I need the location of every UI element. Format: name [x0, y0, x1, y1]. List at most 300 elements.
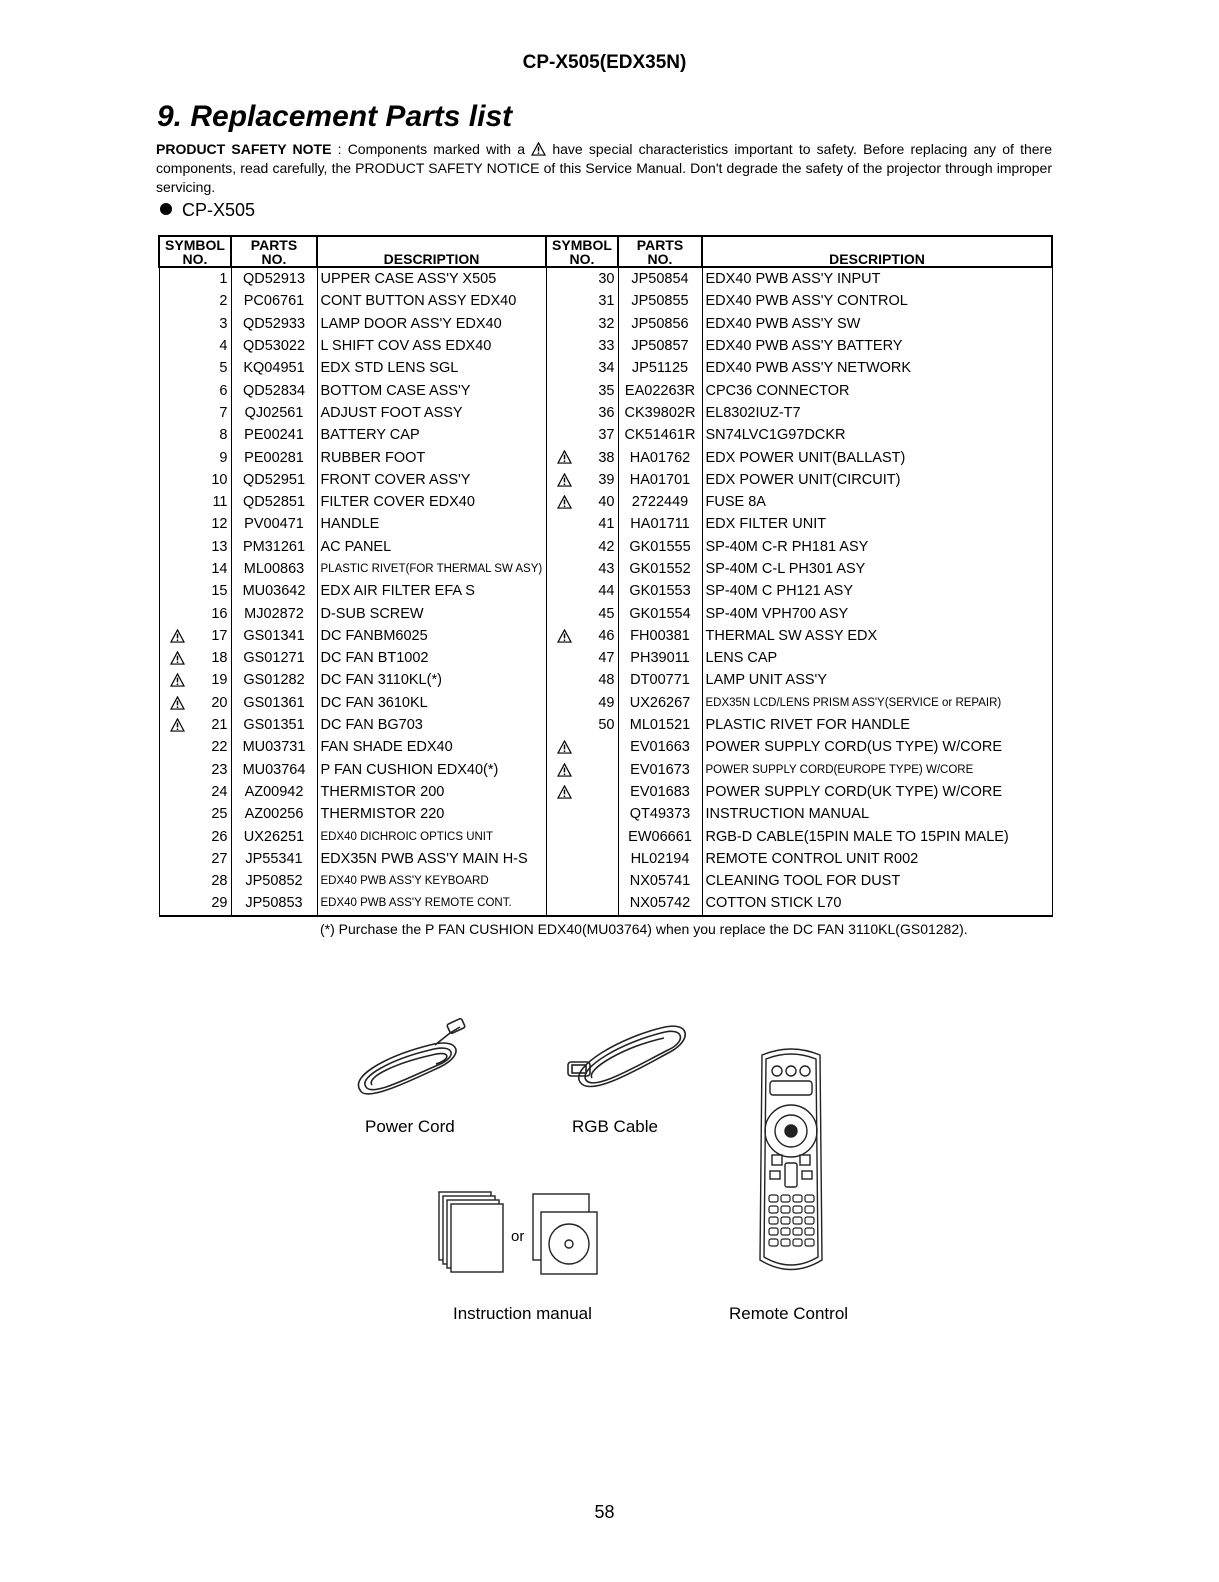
- part-description: EDX40 PWB ASS'Y SW: [702, 313, 1052, 335]
- table-row: [159, 469, 1052, 491]
- warning-icon: [531, 142, 546, 156]
- symbol-no: 41: [598, 516, 615, 533]
- remote-key: [805, 1239, 814, 1246]
- warning-icon: [557, 495, 572, 509]
- part-description: EDX35N PWB ASS'Y MAIN H-S: [317, 848, 546, 870]
- part-no: HA01701: [618, 469, 702, 491]
- symbol-cell: [159, 469, 231, 491]
- part-no: JP50852: [231, 870, 317, 892]
- table-row: [159, 736, 1052, 758]
- symbol-no: 33: [598, 338, 615, 355]
- part-description: POWER SUPPLY CORD(UK TYPE) W/CORE: [702, 781, 1052, 803]
- part-no: EA02263R: [618, 379, 702, 401]
- col-header-description: DESCRIPTION: [317, 236, 546, 267]
- part-description: DC FAN BT1002: [317, 647, 546, 669]
- remote-key: [769, 1228, 778, 1235]
- symbol-cell: [546, 602, 618, 624]
- remote-key: [781, 1217, 790, 1224]
- part-no: GK01553: [618, 580, 702, 602]
- part-description: PLASTIC RIVET(FOR THERMAL SW ASY): [317, 558, 546, 580]
- symbol-no: 31: [598, 293, 615, 310]
- symbol-no: 49: [598, 694, 615, 711]
- symbol-cell: [159, 267, 231, 290]
- part-description: EDX STD LENS SGL: [317, 357, 546, 379]
- remote-key: [781, 1239, 790, 1246]
- symbol-cell: [159, 379, 231, 401]
- part-description: EDX40 PWB ASS'Y INPUT: [702, 267, 1052, 290]
- symbol-no: 24: [211, 783, 228, 800]
- symbol-cell: [546, 313, 618, 335]
- symbol-no: 25: [211, 806, 228, 823]
- warning-icon: [170, 629, 185, 643]
- part-no: QD52851: [231, 491, 317, 513]
- col-header-symbol: SYMBOL NO.: [546, 236, 618, 267]
- table-row: [159, 424, 1052, 446]
- manual-or-label: or: [511, 1228, 525, 1245]
- page-number: 58: [594, 1502, 615, 1522]
- table-row: [159, 602, 1052, 624]
- part-description: EDX40 PWB ASS'Y KEYBOARD: [317, 870, 546, 892]
- symbol-cell: [546, 825, 618, 847]
- symbol-no: 35: [598, 382, 615, 399]
- part-description: UPPER CASE ASS'Y X505: [317, 267, 546, 290]
- safety-note: [156, 140, 1052, 197]
- table-row: [159, 536, 1052, 558]
- remote-key: [793, 1228, 802, 1235]
- symbol-no: 21: [211, 717, 228, 734]
- symbol-cell: [159, 402, 231, 424]
- table-row: [159, 402, 1052, 424]
- part-no: FH00381: [618, 625, 702, 647]
- symbol-cell: [159, 313, 231, 335]
- part-description: EL8302IUZ-T7: [702, 402, 1052, 424]
- part-no: PC06761: [231, 290, 317, 312]
- part-description: FAN SHADE EDX40: [317, 736, 546, 758]
- part-description: THERMISTOR 200: [317, 781, 546, 803]
- symbol-cell: [546, 759, 618, 781]
- part-no: GS01282: [231, 669, 317, 691]
- part-description: SP-40M C-L PH301 ASY: [702, 558, 1052, 580]
- part-no: EV01673: [618, 759, 702, 781]
- table-row: [159, 781, 1052, 803]
- symbol-no: 11: [212, 494, 228, 511]
- symbol-cell: [159, 692, 231, 714]
- part-no: JP50855: [618, 290, 702, 312]
- part-description: L SHIFT COV ASS EDX40: [317, 335, 546, 357]
- part-no: HL02194: [618, 848, 702, 870]
- symbol-cell: [546, 335, 618, 357]
- table-row: [159, 491, 1052, 513]
- part-description: DC FAN 3110KL(*): [317, 669, 546, 691]
- warning-icon: [557, 629, 572, 643]
- part-no: QD52933: [231, 313, 317, 335]
- symbol-no: 47: [598, 650, 615, 667]
- symbol-cell: [546, 357, 618, 379]
- symbol-cell: [159, 669, 231, 691]
- part-description: THERMISTOR 220: [317, 803, 546, 825]
- symbol-no: 38: [598, 449, 615, 466]
- symbol-no: 36: [598, 404, 615, 421]
- table-row: [159, 446, 1052, 468]
- part-no: DT00771: [618, 669, 702, 691]
- symbol-no: 7: [219, 404, 228, 421]
- symbol-no: 2: [219, 293, 228, 310]
- symbol-no: 9: [219, 449, 228, 466]
- symbol-no: 23: [211, 761, 228, 778]
- symbol-no: 20: [211, 694, 228, 711]
- symbol-no: 34: [598, 360, 615, 377]
- remote-key: [793, 1217, 802, 1224]
- symbol-cell: [159, 647, 231, 669]
- symbol-cell: [159, 736, 231, 758]
- part-description: HANDLE: [317, 513, 546, 535]
- remote-key: [805, 1228, 814, 1235]
- power-cord-illustration: [350, 1015, 475, 1105]
- part-no: QD53022: [231, 335, 317, 357]
- warning-icon: [170, 651, 185, 665]
- part-no: JP50853: [231, 892, 317, 915]
- part-description: EDX AIR FILTER EFA S: [317, 580, 546, 602]
- table-header-row: [159, 236, 1052, 267]
- part-description: AC PANEL: [317, 536, 546, 558]
- symbol-cell: [546, 848, 618, 870]
- part-description: EDX40 PWB ASS'Y BATTERY: [702, 335, 1052, 357]
- table-row: [159, 313, 1052, 335]
- symbol-cell: [546, 803, 618, 825]
- part-no: ML01521: [618, 714, 702, 736]
- table-row: [159, 803, 1052, 825]
- part-description: EDX40 PWB ASS'Y CONTROL: [702, 290, 1052, 312]
- symbol-cell: [546, 892, 618, 915]
- part-no: MJ02872: [231, 602, 317, 624]
- part-no: GS01271: [231, 647, 317, 669]
- part-no: GK01554: [618, 602, 702, 624]
- symbol-cell: [546, 669, 618, 691]
- part-no: QD52951: [231, 469, 317, 491]
- symbol-cell: [159, 848, 231, 870]
- remote-key: [805, 1206, 814, 1213]
- part-description: FUSE 8A: [702, 491, 1052, 513]
- parts-table: [158, 235, 1053, 917]
- part-description: EDX35N LCD/LENS PRISM ASS'Y(SERVICE or REPAIR): [702, 692, 1052, 714]
- part-description: INSTRUCTION MANUAL: [702, 803, 1052, 825]
- symbol-no: 13: [211, 538, 228, 555]
- part-description: DC FANBM6025: [317, 625, 546, 647]
- part-description: BOTTOM CASE ASS'Y: [317, 379, 546, 401]
- symbol-cell: [546, 469, 618, 491]
- part-description: DC FAN BG703: [317, 714, 546, 736]
- part-no: PE00241: [231, 424, 317, 446]
- symbol-cell: [159, 446, 231, 468]
- symbol-cell: [546, 491, 618, 513]
- symbol-cell: [546, 558, 618, 580]
- col-header-description: DESCRIPTION: [702, 236, 1052, 267]
- remote-key: [793, 1239, 802, 1246]
- symbol-cell: [159, 870, 231, 892]
- symbol-cell: [159, 536, 231, 558]
- symbol-cell: [546, 446, 618, 468]
- part-no: PE00281: [231, 446, 317, 468]
- table-row: [159, 625, 1052, 647]
- table-row: [159, 647, 1052, 669]
- part-description: CONT BUTTON ASSY EDX40: [317, 290, 546, 312]
- footnote: (*) Purchase the P FAN CUSHION EDX40(MU03764) when you replace the DC FAN 3110KL(GS01282).: [320, 921, 968, 937]
- table-row: [159, 558, 1052, 580]
- part-no: NX05741: [618, 870, 702, 892]
- table-row: [159, 513, 1052, 535]
- remote-key: [769, 1217, 778, 1224]
- bullet-icon: [160, 203, 172, 215]
- remote-key: [793, 1195, 802, 1202]
- symbol-cell: [159, 580, 231, 602]
- symbol-no: 44: [598, 583, 615, 600]
- symbol-no: 17: [211, 627, 228, 644]
- safety-note-label: PRODUCT SAFETY NOTE: [156, 141, 332, 157]
- part-description: SN74LVC1G97DCKR: [702, 424, 1052, 446]
- symbol-no: 30: [598, 271, 615, 288]
- col-header-symbol: SYMBOL NO.: [159, 236, 231, 267]
- warning-icon: [557, 785, 572, 799]
- symbol-no: 29: [211, 895, 228, 912]
- symbol-cell: [546, 692, 618, 714]
- part-no: JP51125: [618, 357, 702, 379]
- part-no: JP50856: [618, 313, 702, 335]
- warning-icon: [170, 718, 185, 732]
- symbol-cell: [546, 647, 618, 669]
- table-row: [159, 892, 1052, 915]
- symbol-cell: [546, 379, 618, 401]
- symbol-no: 45: [598, 605, 615, 622]
- symbol-cell: [159, 290, 231, 312]
- part-no: EV01663: [618, 736, 702, 758]
- symbol-no: 4: [219, 338, 228, 355]
- warning-icon: [170, 673, 185, 687]
- part-description: LAMP DOOR ASS'Y EDX40: [317, 313, 546, 335]
- table-row: [159, 357, 1052, 379]
- remote-key: [781, 1206, 790, 1213]
- col-header-parts: PARTS NO.: [618, 236, 702, 267]
- part-no: MU03764: [231, 759, 317, 781]
- remote-control-label: Remote Control: [729, 1304, 849, 1323]
- part-description: D-SUB SCREW: [317, 602, 546, 624]
- part-no: MU03731: [231, 736, 317, 758]
- symbol-cell: [546, 714, 618, 736]
- symbol-no: 1: [219, 271, 228, 288]
- warning-icon: [557, 740, 572, 754]
- part-description: EDX40 PWB ASS'Y REMOTE CONT.: [317, 892, 546, 915]
- symbol-cell: [546, 424, 618, 446]
- table-row: [159, 714, 1052, 736]
- symbol-no: 8: [219, 427, 228, 444]
- part-description: EDX40 DICHROIC OPTICS UNIT: [317, 825, 546, 847]
- part-no: 2722449: [618, 491, 702, 513]
- part-no: JP50857: [618, 335, 702, 357]
- safety-note-text-a: : Components marked with a: [331, 141, 532, 157]
- part-description: CPC36 CONNECTOR: [702, 379, 1052, 401]
- symbol-cell: [159, 714, 231, 736]
- table-row: [159, 692, 1052, 714]
- symbol-no: 43: [598, 561, 615, 577]
- table-row: [159, 825, 1052, 847]
- remote-key: [769, 1195, 778, 1202]
- remote-control-illustration: [752, 1045, 830, 1283]
- part-description: CLEANING TOOL FOR DUST: [702, 870, 1052, 892]
- symbol-cell: [546, 736, 618, 758]
- part-description: THERMAL SW ASSY EDX: [702, 625, 1052, 647]
- part-no: UX26251: [231, 825, 317, 847]
- symbol-no: 10: [211, 471, 228, 488]
- part-no: QT49373: [618, 803, 702, 825]
- part-description: LAMP UNIT ASS'Y: [702, 669, 1052, 691]
- symbol-no: 40: [598, 494, 615, 511]
- part-no: GK01555: [618, 536, 702, 558]
- part-no: PH39011: [618, 647, 702, 669]
- symbol-no: 50: [598, 717, 615, 734]
- part-no: QD52834: [231, 379, 317, 401]
- part-no: HA01711: [618, 513, 702, 535]
- symbol-cell: [159, 892, 231, 915]
- part-description: P FAN CUSHION EDX40(*): [317, 759, 546, 781]
- symbol-no: 16: [211, 605, 228, 622]
- part-no: GS01351: [231, 714, 317, 736]
- table-row: [159, 379, 1052, 401]
- symbol-no: 28: [211, 873, 228, 890]
- part-description: FILTER COVER EDX40: [317, 491, 546, 513]
- document-header: CP-X505(EDX35N): [522, 52, 687, 73]
- symbol-cell: [546, 781, 618, 803]
- table-row: [159, 870, 1052, 892]
- remote-key: [769, 1206, 778, 1213]
- part-description: EDX POWER UNIT(BALLAST): [702, 446, 1052, 468]
- symbol-cell: [159, 759, 231, 781]
- symbol-cell: [159, 781, 231, 803]
- symbol-no: 15: [211, 583, 228, 600]
- symbol-cell: [159, 625, 231, 647]
- symbol-cell: [546, 870, 618, 892]
- table-row: [159, 580, 1052, 602]
- symbol-no: 48: [598, 672, 615, 689]
- part-no: GK01552: [618, 558, 702, 580]
- remote-key: [805, 1217, 814, 1224]
- part-description: BATTERY CAP: [317, 424, 546, 446]
- table-row: [159, 290, 1052, 312]
- symbol-no: 27: [211, 850, 228, 867]
- part-description: DC FAN 3610KL: [317, 692, 546, 714]
- part-no: JP55341: [231, 848, 317, 870]
- part-description: REMOTE CONTROL UNIT R002: [702, 848, 1052, 870]
- part-description: POWER SUPPLY CORD(US TYPE) W/CORE: [702, 736, 1052, 758]
- symbol-cell: [159, 602, 231, 624]
- symbol-cell: [546, 580, 618, 602]
- symbol-cell: [546, 402, 618, 424]
- part-description: SP-40M C-R PH181 ASY: [702, 536, 1052, 558]
- section-title: 9. Replacement Parts list: [157, 100, 513, 133]
- part-no: GS01361: [231, 692, 317, 714]
- model-heading: [160, 200, 255, 221]
- symbol-no: 5: [219, 360, 228, 377]
- table-row: [159, 267, 1052, 290]
- part-no: KQ04951: [231, 357, 317, 379]
- symbol-cell: [546, 267, 618, 290]
- symbol-no: 12: [211, 516, 228, 533]
- remote-key: [781, 1195, 790, 1202]
- symbol-cell: [159, 491, 231, 513]
- symbol-no: 42: [598, 538, 615, 555]
- part-no: QJ02561: [231, 402, 317, 424]
- part-description: EDX40 PWB ASS'Y NETWORK: [702, 357, 1052, 379]
- remote-key: [769, 1239, 778, 1246]
- part-description: SP-40M VPH700 ASY: [702, 602, 1052, 624]
- power-cord-label: Power Cord: [365, 1117, 455, 1136]
- part-description: RUBBER FOOT: [317, 446, 546, 468]
- part-no: PM31261: [231, 536, 317, 558]
- symbol-no: 3: [219, 315, 228, 332]
- part-no: MU03642: [231, 580, 317, 602]
- part-description: LENS CAP: [702, 647, 1052, 669]
- part-no: CK51461R: [618, 424, 702, 446]
- part-no: NX05742: [618, 892, 702, 915]
- warning-icon: [557, 450, 572, 464]
- symbol-cell: [159, 825, 231, 847]
- part-no: CK39802R: [618, 402, 702, 424]
- symbol-cell: [546, 536, 618, 558]
- table-row: [159, 848, 1052, 870]
- symbol-cell: [159, 803, 231, 825]
- symbol-no: 14: [211, 561, 228, 577]
- model-name: CP-X505: [182, 200, 256, 220]
- symbol-cell: [159, 335, 231, 357]
- part-no: HA01762: [618, 446, 702, 468]
- warning-icon: [557, 763, 572, 777]
- instruction-manual-label: Instruction manual: [453, 1304, 592, 1323]
- symbol-no: 18: [211, 650, 228, 667]
- part-description: ADJUST FOOT ASSY: [317, 402, 546, 424]
- remote-key: [805, 1195, 814, 1202]
- safety-note-text-b: have special characteristics important to safety. Before replacing any of there components, read carefully, the PRODUCT SAFETY NOTICE of this Service Manual. Don't degrade the safety of the projector through improper servicing.: [156, 141, 1052, 195]
- part-description: COTTON STICK L70: [702, 892, 1052, 915]
- part-no: PV00471: [231, 513, 317, 535]
- table-row: [159, 669, 1052, 691]
- part-description: EDX FILTER UNIT: [702, 513, 1052, 535]
- symbol-no: 46: [598, 627, 615, 644]
- symbol-cell: [159, 513, 231, 535]
- part-description: RGB-D CABLE(15PIN MALE TO 15PIN MALE): [702, 825, 1052, 847]
- symbol-no: 32: [598, 315, 615, 332]
- part-no: AZ00942: [231, 781, 317, 803]
- part-no: QD52913: [231, 267, 317, 290]
- part-no: UX26267: [618, 692, 702, 714]
- table-row: [159, 759, 1052, 781]
- part-no: ML00863: [231, 558, 317, 580]
- part-description: EDX POWER UNIT(CIRCUIT): [702, 469, 1052, 491]
- warning-icon: [170, 696, 185, 710]
- part-no: JP50854: [618, 267, 702, 290]
- rgb-cable-illustration: [560, 1012, 695, 1102]
- symbol-cell: [159, 357, 231, 379]
- symbol-no: 19: [211, 672, 228, 689]
- part-description: POWER SUPPLY CORD(EUROPE TYPE) W/CORE: [702, 759, 1052, 781]
- symbol-cell: [159, 558, 231, 580]
- part-no: EW06661: [618, 825, 702, 847]
- col-header-parts: PARTS NO.: [231, 236, 317, 267]
- symbol-cell: [159, 424, 231, 446]
- part-no: GS01341: [231, 625, 317, 647]
- symbol-cell: [546, 290, 618, 312]
- symbol-no: 22: [211, 739, 228, 756]
- part-description: PLASTIC RIVET FOR HANDLE: [702, 714, 1052, 736]
- table-row: [159, 335, 1052, 357]
- part-no: AZ00256: [231, 803, 317, 825]
